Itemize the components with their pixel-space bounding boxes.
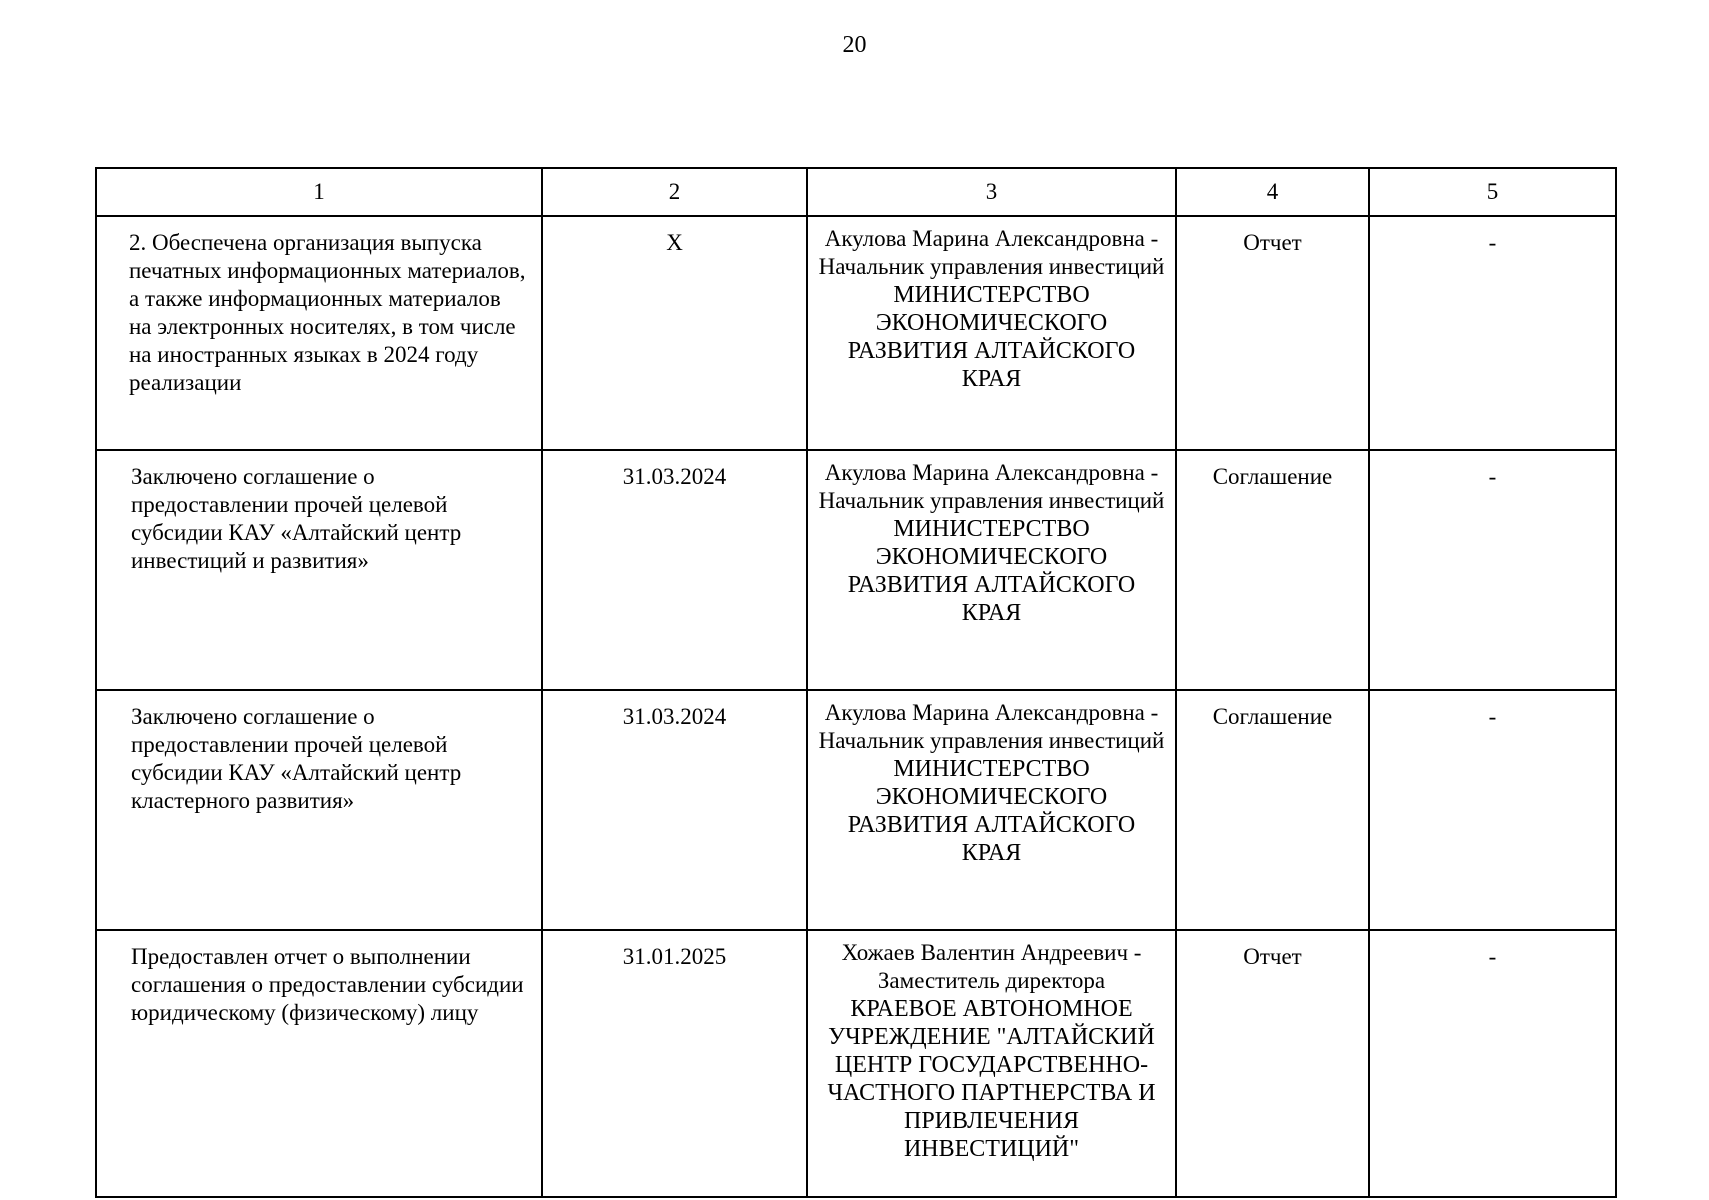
responsible-organization: КРАЕВОЕ АВТОНОМНОЕ УЧРЕЖДЕНИЕ "АЛТАЙСКИЙ ЦЕНТР ГОСУДАРСТВЕННО-ЧАСТНОГО ПАРТНЕРСТВА И ПРИВЛЕЧЕНИЯ ИНВЕСТИЦИЙ"	[827, 996, 1156, 1162]
table-row	[96, 216, 1616, 450]
responsible-person: Хожаев Валентин Андреевич - Заместитель директора	[841, 940, 1142, 993]
responsible-cell	[807, 450, 1176, 690]
document-type: Соглашение	[1176, 450, 1369, 690]
column-5-value: -	[1369, 450, 1616, 690]
document-type: Соглашение	[1176, 690, 1369, 930]
measures-table	[95, 167, 1617, 1198]
responsible-cell	[807, 216, 1176, 450]
column-header-1: 1	[96, 168, 542, 216]
document-type: Отчет	[1176, 930, 1369, 1197]
measure-date: 31.03.2024	[542, 690, 807, 930]
measure-date: 31.01.2025	[542, 930, 807, 1197]
page-number: 20	[842, 32, 867, 58]
document-type: Отчет	[1176, 216, 1369, 450]
responsible-cell	[807, 690, 1176, 930]
column-header-4: 4	[1176, 168, 1369, 216]
responsible-organization: МИНИСТЕРСТВО ЭКОНОМИЧЕСКОГО РАЗВИТИЯ АЛТАЙСКОГО КРАЯ	[847, 282, 1136, 392]
responsible-person: Акулова Марина Александровна - Начальник управления инвестиций	[818, 460, 1165, 513]
table-row	[96, 450, 1616, 690]
column-5-value: -	[1369, 930, 1616, 1197]
responsible-organization: МИНИСТЕРСТВО ЭКОНОМИЧЕСКОГО РАЗВИТИЯ АЛТАЙСКОГО КРАЯ	[847, 516, 1136, 626]
responsible-organization: МИНИСТЕРСТВО ЭКОНОМИЧЕСКОГО РАЗВИТИЯ АЛТАЙСКОГО КРАЯ	[847, 756, 1136, 866]
column-header-2: 2	[542, 168, 807, 216]
responsible-person: Акулова Марина Александровна - Начальник управления инвестиций	[818, 226, 1165, 279]
measure-description: 2. Обеспечена организация выпуска печатных информационных материалов, а также информационных материалов на электронных носителях, в том числе на иностранных языках в 2024 году реализации	[96, 216, 542, 450]
measure-description: Заключено соглашение о предоставлении прочей целевой субсидии КАУ «Алтайский центр кластерного развития»	[96, 690, 542, 930]
measure-description: Заключено соглашение о предоставлении прочей целевой субсидии КАУ «Алтайский центр инвестиций и развития»	[96, 450, 542, 690]
table-row	[96, 690, 1616, 930]
column-header-5: 5	[1369, 168, 1616, 216]
measure-description: Предоставлен отчет о выполнении соглашения о предоставлении субсидии юридическому (физическому) лицу	[96, 930, 542, 1197]
table-header-row	[96, 168, 1616, 216]
responsible-cell	[807, 930, 1176, 1197]
column-5-value: -	[1369, 216, 1616, 450]
column-5-value: -	[1369, 690, 1616, 930]
responsible-person: Акулова Марина Александровна - Начальник управления инвестиций	[818, 700, 1165, 753]
column-header-3: 3	[807, 168, 1176, 216]
measure-date: 31.03.2024	[542, 450, 807, 690]
measure-date: X	[542, 216, 807, 450]
table-row	[96, 930, 1616, 1197]
